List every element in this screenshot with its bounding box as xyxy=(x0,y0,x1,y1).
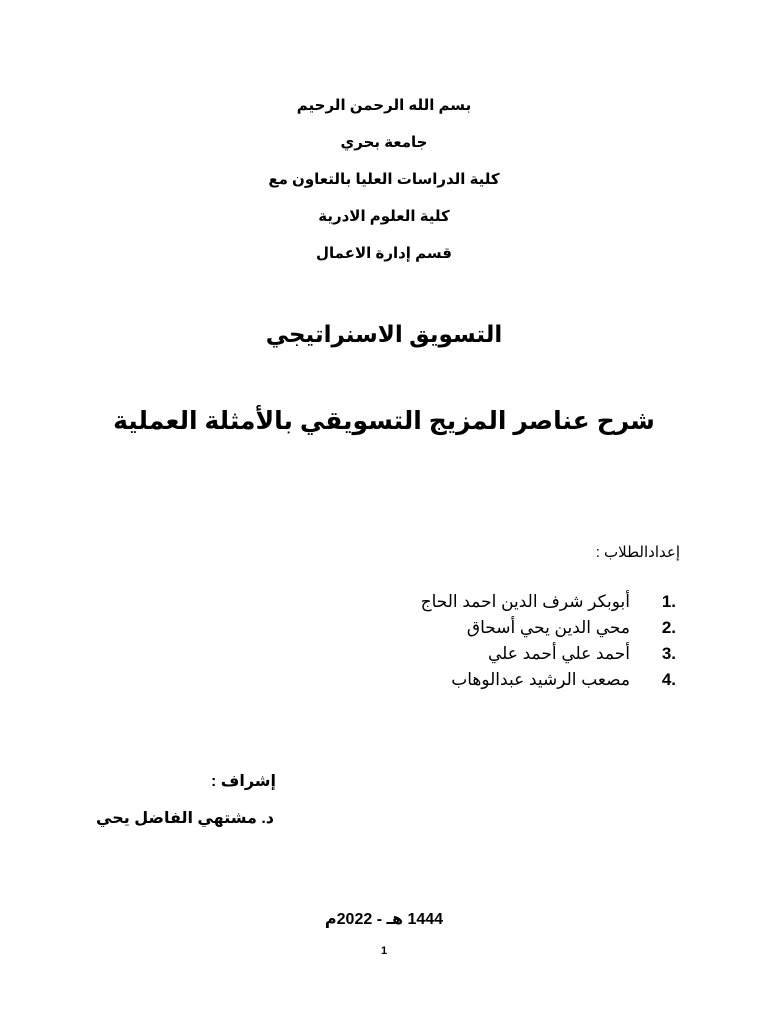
supervision-label: إشراف : xyxy=(210,773,276,790)
student-name: مصعب الرشيد عبدالوهاب xyxy=(451,670,630,689)
student-name: أحمد علي أحمد علي xyxy=(487,644,630,663)
basmala: بسم الله الرحمن الرحيم xyxy=(296,97,472,114)
student-item xyxy=(421,618,676,644)
student-name: محي الدين يحي أسحاق xyxy=(466,618,630,637)
document-title: شرح عناصر المزيج التسويقي بالأمثلة العملية xyxy=(113,407,655,435)
faculty-admin: كلية العلوم الادرية xyxy=(318,208,450,225)
students-list xyxy=(421,592,676,696)
document-date: 1444 هـ - 2022م xyxy=(324,911,444,928)
student-number: 2. xyxy=(661,618,676,637)
university-name: جامعة بحري xyxy=(340,134,428,151)
department-name: قسم إدارة الاعمال xyxy=(316,245,452,262)
student-number: 4. xyxy=(661,670,676,689)
student-item xyxy=(421,644,676,670)
student-number: 3. xyxy=(661,644,676,663)
supervisor-name: د. مشتهي الفاضل يحي xyxy=(96,810,274,827)
faculty-line: كلية الدراسات العليا بالتعاون مع xyxy=(268,171,500,188)
course-subject: التسويق الاسنراتيجي xyxy=(265,321,503,347)
student-name: أبوبكر شرف الدين احمد الحاج xyxy=(420,592,630,611)
student-item xyxy=(421,592,676,618)
student-number: 1. xyxy=(661,592,676,611)
page-number: 1 xyxy=(380,945,388,957)
students-label: إعدادالطلاب : xyxy=(595,544,680,561)
student-item xyxy=(421,670,676,696)
